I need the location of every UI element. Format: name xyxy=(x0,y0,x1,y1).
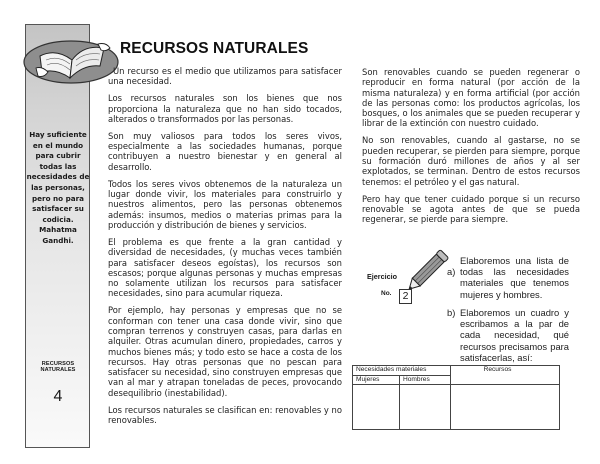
table-header-men: Hombres xyxy=(400,375,451,385)
exercise-task-b xyxy=(447,307,569,363)
section-label-line1: RECURSOS xyxy=(41,361,75,367)
table-cell-resources[interactable] xyxy=(451,385,560,430)
table-cell-women[interactable] xyxy=(353,385,400,430)
quote-text: Hay suficiente en el mundo para cubrir todas las necesidades de las personas, pero no para satisfacer su codicia. xyxy=(26,130,90,224)
needs-resources-table xyxy=(352,365,560,430)
table-header-needs: Necesidades materiales xyxy=(353,366,451,376)
task-text: Elaboremos un cuadro y escribamos a la par de cada necesidad, qué recursos precisamos para satisfacerlas, así: xyxy=(460,307,569,363)
section-label-line2: NATURALES xyxy=(40,367,76,374)
left-column xyxy=(108,66,342,432)
table-header-resources: Recursos xyxy=(451,366,560,385)
sidebar-section-label xyxy=(24,361,92,374)
body-paragraph: Pero hay que tener cuidado porque si un recurso renovable se agota antes de que se pueda regenerar, se pierde para siempre. xyxy=(362,193,580,225)
exercise-task-a xyxy=(447,255,569,300)
body-paragraph: Los recursos naturales se clasifican en: renovables y no renovables. xyxy=(108,404,342,426)
body-paragraph: Los recursos naturales son los bienes que nos proporciona la naturaleza que no han sido tocados, alterados o transformados por las personas. xyxy=(108,93,342,124)
body-paragraph: Son muy valiosos para todos los seres vivos, especialmente a las sociedades humanas, porque contribuyen a nuestro bienestar y en general al desarrollo. xyxy=(108,130,342,172)
task-text: Elaboremos una lista de todas las necesidades materiales que tenemos mujeres y hombres. xyxy=(460,255,569,300)
task-marker: b) xyxy=(447,307,456,318)
body-paragraph: Son renovables cuando se pueden regenerar o reproducir en forma natural (por acción de la misma naturaleza) y en forma artificial (por acción de las personas como: los productos agrícolas, los bosques, o los animales que se pueden recuperar y librar de la extinción con nuestro cuidado. xyxy=(362,67,580,129)
body-paragraph: El problema es que frente a la gran cantidad y diversidad de necesidades, (y muchas veces también para satisfacer deseos egoístas), los recursos son escasos; porque algunas personas y muchas empresas no solamente utilizan los recursos para satisfacer necesidades, sino para acumular riqueza. xyxy=(108,236,342,299)
task-marker: a) xyxy=(447,266,456,278)
page-number: 4 xyxy=(53,388,63,405)
quote-author: Mahatma Gandhi. xyxy=(39,225,77,245)
body-paragraph: No son renovables, cuando al gastarse, no se pueden recuperar, se pierden para siempre, porque su formación duró millones de años y al ser explotados, se terminan. Dentro de estos recursos tenemos: el petróleo y el gas natural. xyxy=(362,135,580,187)
intro-paragraph: Un recurso es el medio que utilizamos para satisfacer una necesidad. xyxy=(108,66,342,87)
table-cell-men[interactable] xyxy=(400,385,451,430)
exercise-label: Ejercicio xyxy=(367,272,397,281)
body-paragraph: Por ejemplo, hay personas y empresas que no se conforman con tener una casa donde vivir, sino que compran terrenos y construyen casas, para darlas en alquiler. Otras acumulan dinero, propiedades, carros y muchos bienes más; y todo esto se hace a costa de los recursos. Hay otras personas que no pescan para satisfacer su necesidad, sino construyen empresas que van al mar y atrapan toneladas de peces, provocando desequilibrio (inestabilidad). xyxy=(108,305,342,398)
body-paragraph: Todos los seres vivos obtenemos de la naturaleza un lugar donde vivir, los materiales para construirlo y nuestros alimentos, pero las personas obtenemos además: insumos, medios o materias primas para la producción y distribución de bienes y servicios. xyxy=(108,178,342,230)
exercise-number-box: 2 xyxy=(399,289,412,304)
page-title: RECURSOS NATURALES xyxy=(120,40,309,57)
sidebar-quote xyxy=(24,130,92,247)
table-header-women: Mujeres xyxy=(353,375,400,385)
open-book-icon xyxy=(22,30,120,86)
right-column xyxy=(362,67,580,231)
exercise-number-label: No. xyxy=(381,290,392,297)
